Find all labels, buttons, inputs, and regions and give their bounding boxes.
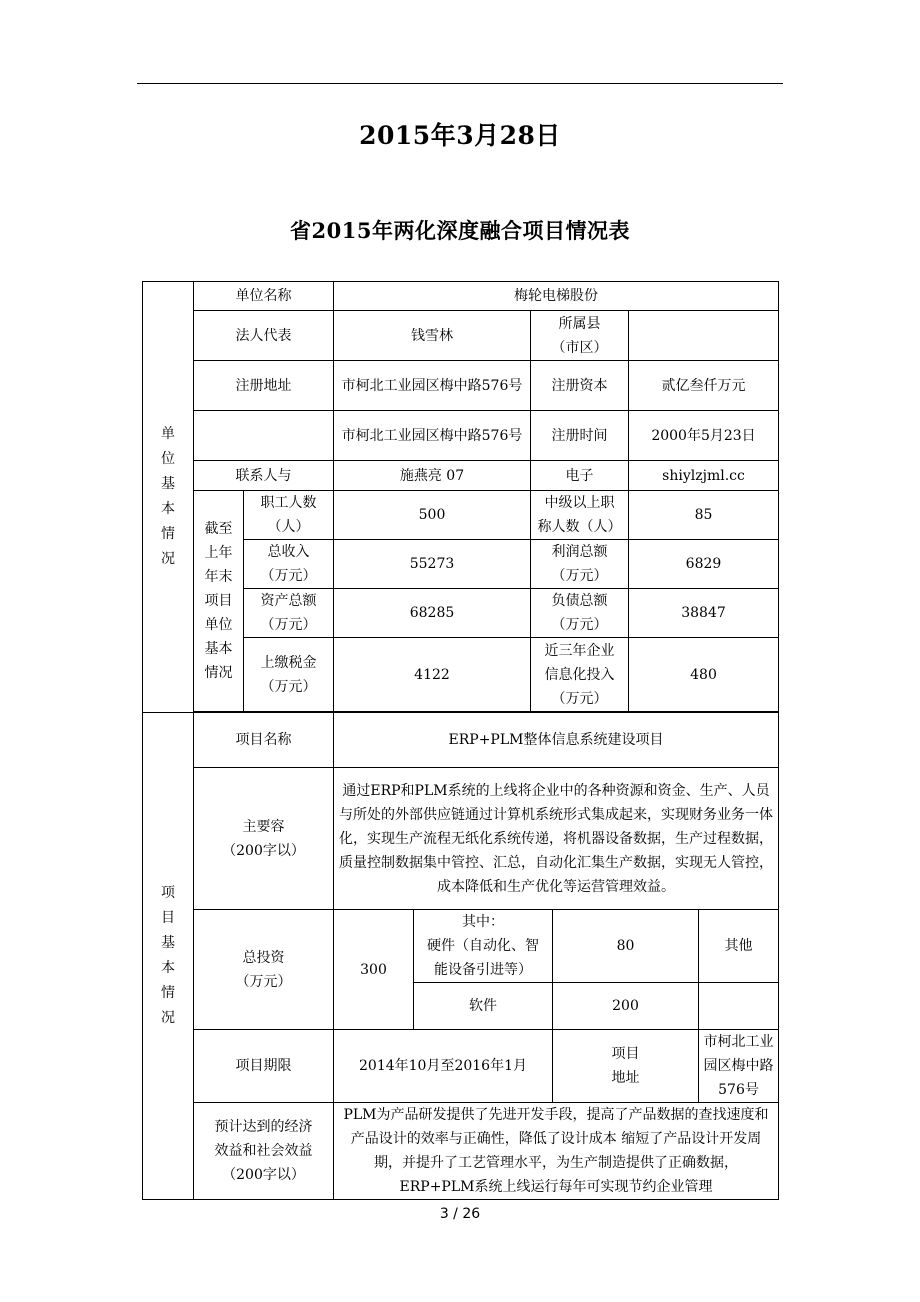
reg-time-value: 2000年5月23日: [629, 411, 779, 461]
it-invest-value: 480: [629, 638, 779, 712]
benefit-label: 预计达到的经济 效益和社会效益 （200字以）: [194, 1103, 334, 1200]
legal-rep-value: 钱雪林: [334, 311, 531, 361]
hardware-value: 80: [553, 910, 699, 983]
main-content-label: 主要容 （200字以）: [194, 768, 334, 910]
county-label: 所属县 （市区）: [531, 311, 629, 361]
main-content-value: 通过ERP和PLM系统的上线将企业中的各种资源和资金、生产、人员与所处的外部供应链通过计算机系统形式集成起来，实现财务业务一体化，实现生产流程无纸化系统传递，将机器设备数据，生产过程数据，质量控制数据集中管控、汇总，自动化汇集生产数据，实现无人管控，成本降低和生产优化等运营管理效益。: [334, 768, 779, 910]
other-label: 其他: [699, 910, 779, 983]
location-value: 市柯北工业园区梅中路576号: [699, 1030, 779, 1103]
page-number: 3 / 26: [439, 1206, 481, 1222]
header-rule: [137, 83, 783, 84]
reg-address-label: 注册地址: [194, 361, 334, 411]
empty-label-cell: [194, 411, 334, 461]
period-label: 项目期限: [194, 1030, 334, 1103]
reg-time-label: 注册时间: [531, 411, 629, 461]
benefit-value: PLM为产品研发提供了先进开发手段，提高了产品数据的查找速度和产品设计的效率与正确性，降低了设计成本 缩短了产品设计开发周期，并提升了工艺管理水平，为生产制造提供了正确数据，ERP+PLM系统上线运行每年可实现节约企业管理: [334, 1103, 779, 1200]
unit-name-label: 单位名称: [194, 282, 334, 311]
liabilities-value: 38847: [629, 589, 779, 638]
employees-value: 500: [334, 491, 531, 540]
reg-address-value: 市柯北工业园区梅中路576号: [334, 361, 531, 411]
location-label: 项目 地址: [553, 1030, 699, 1103]
project-name-value: ERP+PLM整体信息系统建设项目: [334, 713, 779, 768]
project-info-table: [142, 281, 779, 1200]
project-name-label: 项目名称: [194, 713, 334, 768]
email-label: 电子: [531, 461, 629, 491]
contact-value: 施燕亮 07: [334, 461, 531, 491]
tax-label: 上缴税金 （万元）: [244, 638, 334, 712]
assets-value: 68285: [334, 589, 531, 638]
revenue-label: 总收入 （万元）: [244, 540, 334, 589]
empty-cell: [699, 983, 779, 1030]
reg-capital-value: 贰亿叁仟万元: [629, 361, 779, 411]
legal-rep-label: 法人代表: [194, 311, 334, 361]
form-title: 省2015年两化深度融合项目情况表: [290, 218, 630, 243]
reg-capital-label: 注册资本: [531, 361, 629, 411]
revenue-value: 55273: [334, 540, 531, 589]
it-invest-label: 近三年企业 信息化投入 （万元）: [531, 638, 629, 712]
total-invest-label: 总投资 （万元）: [194, 910, 334, 1030]
year-end-info-label: 截至上年年末项目单位基本情况: [194, 491, 244, 712]
liabilities-label: 负债总额 （万元）: [531, 589, 629, 638]
tax-value: 4122: [334, 638, 531, 712]
project-section-label: 项目基本情况: [143, 713, 194, 1200]
mid-titles-value: 85: [629, 491, 779, 540]
period-value: 2014年10月至2016年1月: [334, 1030, 553, 1103]
software-label: 软件: [414, 983, 553, 1030]
address-2-value: 市柯北工业园区梅中路576号: [334, 411, 531, 461]
profit-label: 利润总额 （万元）: [531, 540, 629, 589]
software-value: 200: [553, 983, 699, 1030]
county-value: [629, 311, 779, 361]
mid-titles-label: 中级以上职 称人数（人）: [531, 491, 629, 540]
unit-name-value: 梅轮电梯股份: [334, 282, 779, 311]
total-invest-value: 300: [334, 910, 414, 1030]
email-value: shiylzjml.cc: [629, 461, 779, 491]
hardware-label: 其中： 硬件（自动化、智能设备引进等）: [414, 910, 553, 983]
assets-label: 资产总额 （万元）: [244, 589, 334, 638]
document-date: 2015年3月28日: [359, 121, 561, 150]
profit-value: 6829: [629, 540, 779, 589]
employees-label: 职工人数 （人）: [244, 491, 334, 540]
contact-label: 联系人与: [194, 461, 334, 491]
unit-section-label: 单位基本情况: [143, 282, 194, 713]
